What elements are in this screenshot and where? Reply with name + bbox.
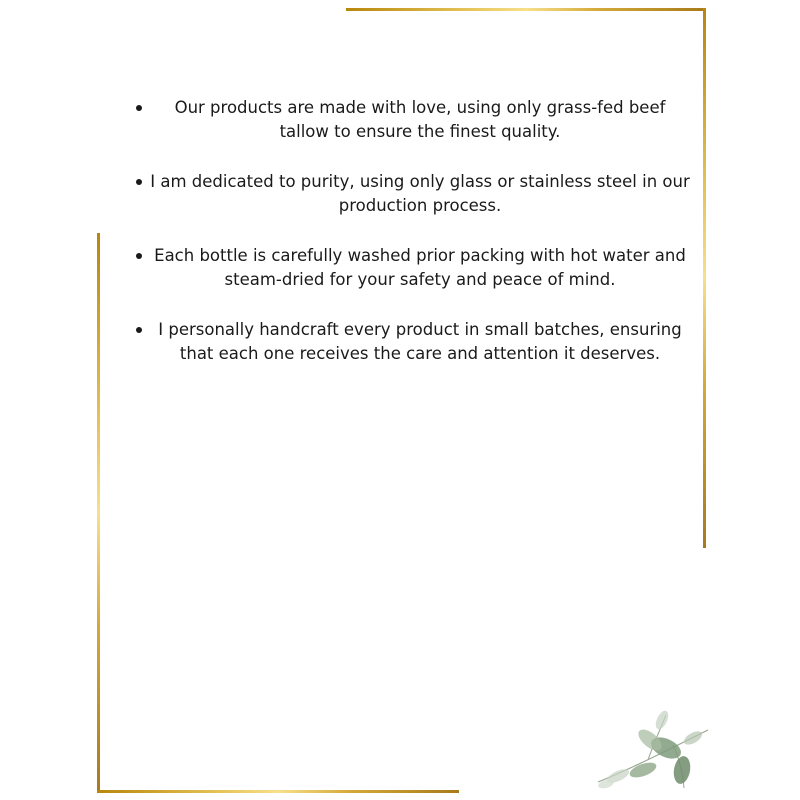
bullet-dot-icon <box>136 253 142 259</box>
bullet-text: Our products are made with love, using only grass-fed beef tallow to ensure the finest quality. <box>174 98 666 141</box>
eucalyptus-leaves-icon <box>588 700 713 795</box>
list-item <box>130 170 690 218</box>
bullet-text: Each bottle is carefully washed prior packing with hot water and steam-dried for your safety and peace of mind. <box>154 246 686 289</box>
product-promises-list <box>130 96 690 392</box>
gold-frame-bottom-line <box>97 790 459 793</box>
list-item <box>130 318 690 366</box>
bullet-text: I am dedicated to purity, using only glass or stainless steel in our production process. <box>150 172 690 215</box>
gold-frame-right-line <box>703 8 706 548</box>
bullet-dot-icon <box>136 105 142 111</box>
bullet-text: I personally handcraft every product in small batches, ensuring that each one receives the care and attention it deserves. <box>158 320 682 363</box>
list-item <box>130 244 690 292</box>
gold-frame-top-line <box>346 8 706 11</box>
gold-frame-left-line <box>97 233 100 793</box>
list-item <box>130 96 690 144</box>
bullet-dot-icon <box>136 179 142 185</box>
bullet-dot-icon <box>136 327 142 333</box>
